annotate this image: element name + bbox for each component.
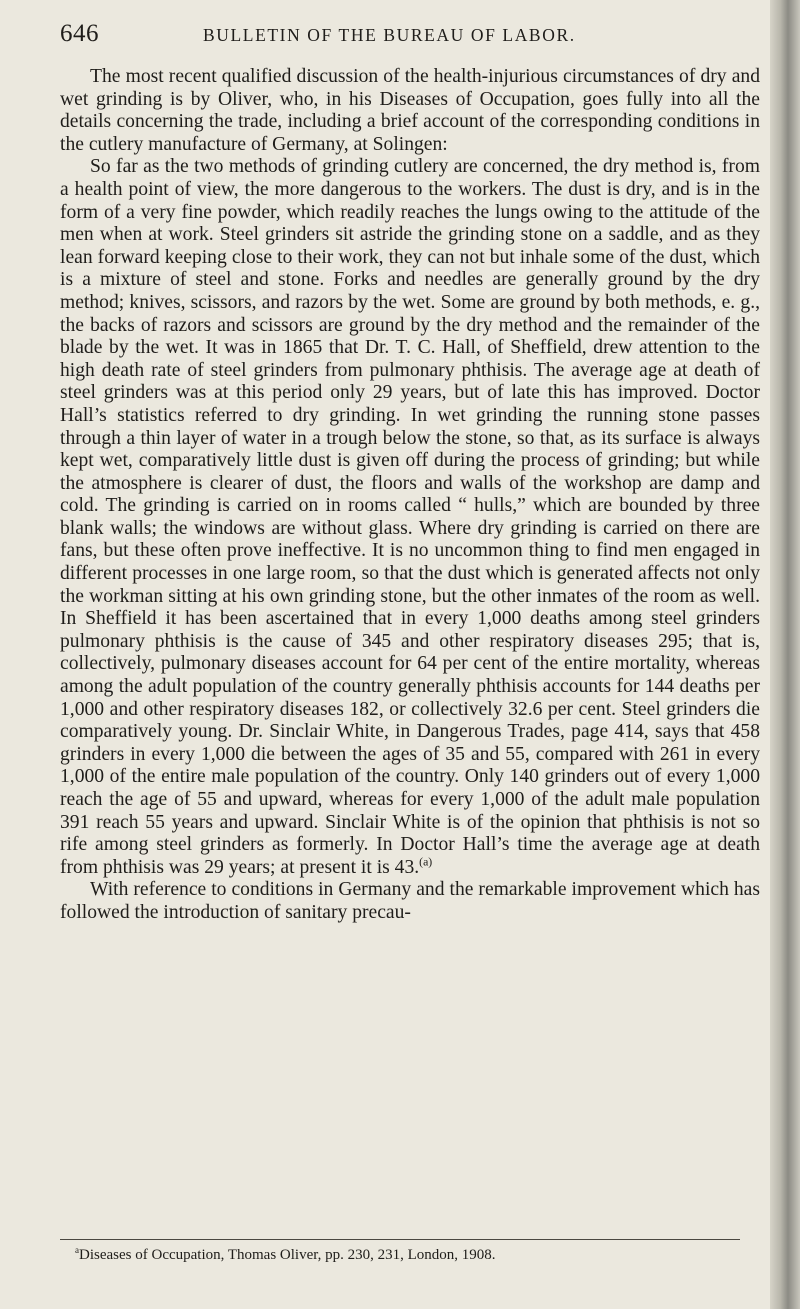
footnote-reference: (a) bbox=[419, 855, 433, 869]
paragraph-quotation bbox=[60, 156, 760, 879]
footnote-text: Diseases of Occupation, Thomas Oliver, pp. 230, 231, London, 1908. bbox=[79, 1247, 496, 1263]
page-number: 646 bbox=[60, 20, 99, 47]
footnote bbox=[75, 1245, 765, 1265]
footnote-rule bbox=[60, 1239, 740, 1240]
page-binding-edge bbox=[770, 0, 800, 1309]
footnote-marker: a bbox=[75, 1245, 79, 1255]
paragraph-germany: With reference to conditions in Germany and the remarkable improvement which has followed the introduction of sanitary precau- bbox=[60, 879, 760, 923]
running-head bbox=[60, 20, 760, 50]
body-text bbox=[60, 66, 760, 925]
quotation-text: So far as the two methods of grinding cutlery are concerned, the dry method is, from a health point of view, the more dangerous to the workers. The dust is dry, and is in the form of a very fine powder, which readily reaches the lungs owing to the attitude of the men when at work. Steel grinders sit astride the grinding stone on a saddle, and as they lean forward keeping close to their work, they can not but inhale some of the dust, which is a mixture of steel and stone. Forks and needles are generally ground by the dry method; knives, scissors, and razors by the wet. Some are ground by both methods, e. g., the backs of razors and scissors are ground by the dry method and the remainder of the blade by the wet. It was in 1865 that Dr. T. C. Hall, of Sheffield, drew attention to the high death rate of steel grinders from pulmonary phthisis. The average age at death of steel grinders was at this period only 29 years, but of late this has improved. Doctor Hall’s statistics referred to dry grinding. In wet grinding the running stone passes through a thin layer of water in a trough below the stone, so that, as its surface is always kept wet, comparatively little dust is given off during the process of grinding; but while the atmosphere is clearer of dust, the floors and walls of the workshop are damp and cold. The grinding is carried on in rooms called “ hulls,” which are bounded by three blank walls; the windows are without glass. Where dry grinding is carried on there are fans, but these often prove ineffective. It is no uncommon thing to find men engaged in different processes in one large room, so that the dust which is generated affects not only the workman sitting at his own grinding stone, but the other inmates of the room as well. In Sheffield it has been ascertained that in every 1,000 deaths among steel grinders pulmonary phthisis is the cause of 345 and other respiratory diseases 295; that is, collectively, pulmonary diseases account for 64 per cent of the entire mortality, whereas among the adult population of the country generally phthisis accounts for 144 deaths per 1,000 and other respiratory diseases 182, or collectively 32.6 per cent. Steel grinders die comparatively young. Dr. Sinclair White, in Dangerous Trades, page 414, says that 458 grinders in every 1,000 die between the ages of 35 and 55, compared with 261 in every 1,000 of the entire male population of the country. Only 140 grinders out of every 1,000 reach the age of 55 and upward, whereas for every 1,000 of the adult male population 391 reach 55 years and upward. Sinclair White is of the opinion that phthisis is not so rife among steel grinders as formerly. In Doctor Hall’s time the average age at death from phthisis was 29 years; at present it is 43. bbox=[60, 156, 760, 878]
running-head-title: BULLETIN OF THE BUREAU OF LABOR. bbox=[203, 25, 576, 45]
paragraph-intro: The most recent qualified discussion of the health-injurious circumstances of dry and wet grinding is by Oliver, who, in his Diseases of Occupation, goes fully into all the details concerning the trade, including a brief account of the corresponding conditions in the cutlery manufacture of Germany, at Solingen: bbox=[60, 66, 760, 155]
